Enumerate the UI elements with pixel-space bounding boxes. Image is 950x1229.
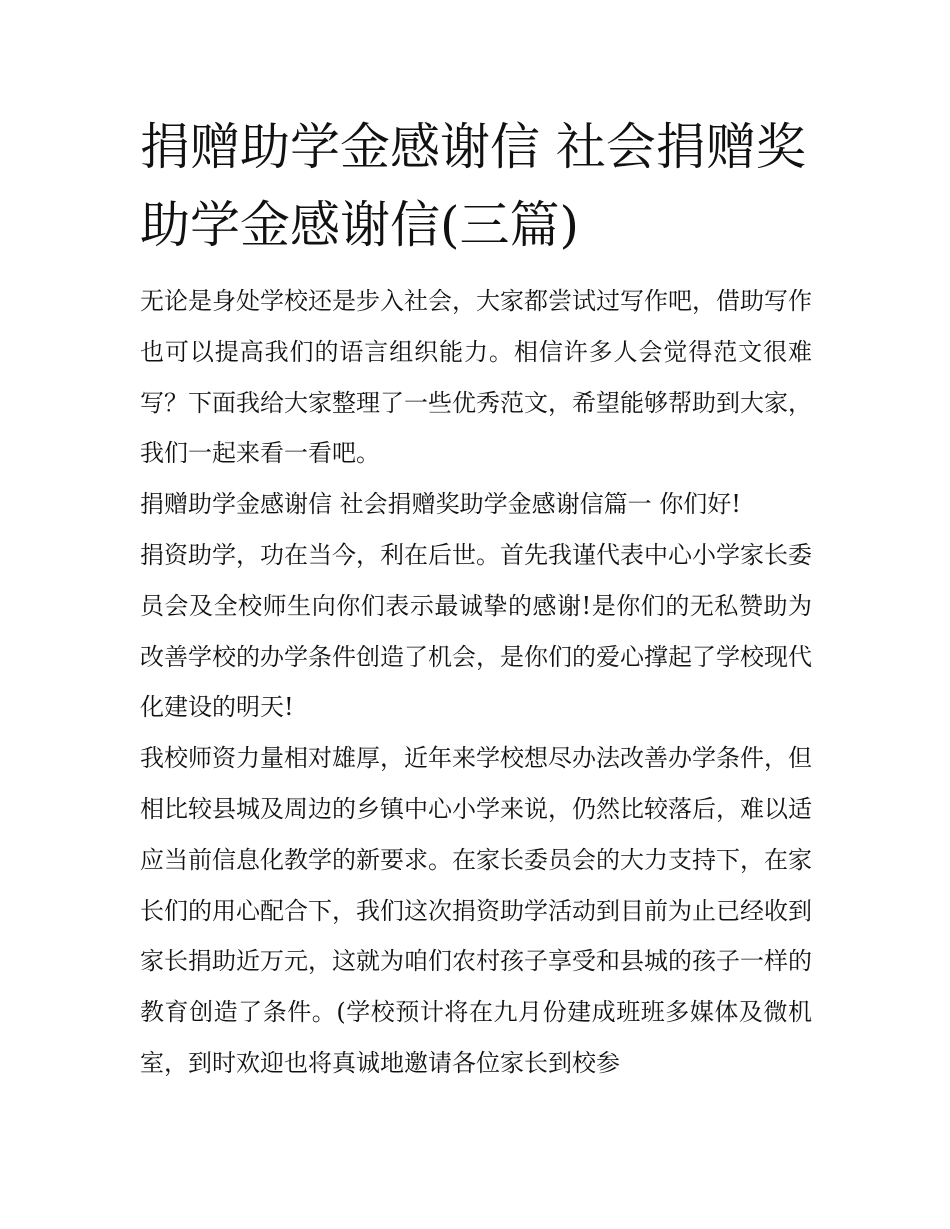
section-heading-paragraph: 捐赠助学金感谢信 社会捐赠奖助学金感谢信篇一 你们好! xyxy=(140,490,741,519)
intro-paragraph: 无论是身处学校还是步入社会，大家都尝试过写作吧，借助写作也可以提高我们的语言组织能力。相信许多人会觉得范文很难写？下面我给大家整理了一些优秀范文，希望能够帮助到大家，我们一起来看一看吧。 xyxy=(140,287,812,468)
document-title: 捐赠助学金感谢信 社会捐赠奖助学金感谢信(三篇) xyxy=(140,118,806,254)
body-paragraph: 捐资助学，功在当今，利在后世。首先我谨代表中心小学家长委员会及全校师生向你们表示最诚挚的感谢!是你们的无私赞助为改善学校的办学条件创造了机会，是你们的爱心撑起了学校现代化建设的明天! xyxy=(140,540,812,722)
document-body xyxy=(140,276,812,1089)
body-paragraph: 我校师资力量相对雄厚，近年来学校想尽办法改善办学条件，但相比较县城及周边的乡镇中心小学来说，仍然比较落后，难以适应当前信息化教学的新要求。在家长委员会的大力支持下，在家长们的用心配合下，我们这次捐资助学活动到目前为止已经收到家长捐助近万元，这就为咱们农村孩子享受和县城的孩子一样的教育创造了条件。(学校预计将在九月份建成班班多媒体及微机室，到时欢迎也将真诚地邀请各位家长到校参 xyxy=(140,744,812,1077)
